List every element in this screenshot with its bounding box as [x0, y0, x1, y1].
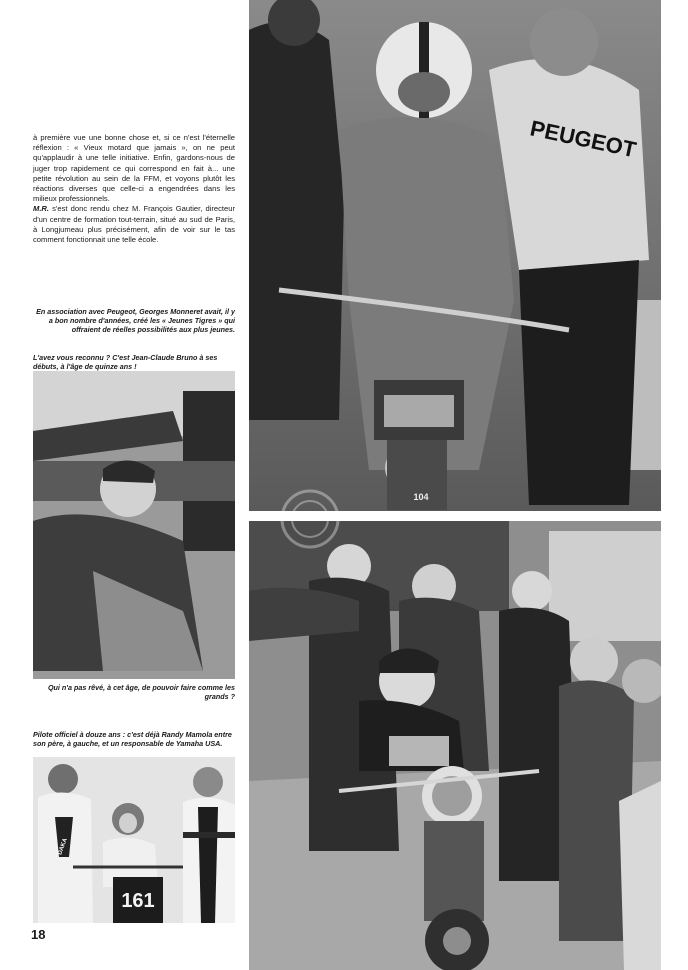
- page-number: 18: [31, 927, 46, 942]
- race-number-text: 161: [121, 890, 155, 912]
- shirt-text: DAKA: [57, 837, 69, 856]
- article-body: [33, 133, 235, 245]
- article-paragraph-text: s'est donc rendu chez M. François Gautier, directeur d'un centre de formation tout-terrain, situé au sud de Paris, à Longjumeau plus précisément, afin de voir sur le tas comment fonctionnait une telle école.: [33, 204, 235, 245]
- logo-watermark-icon: [278, 487, 342, 551]
- caption-dream: Qui n'a pas rêvé, à cet âge, de pouvoir faire comme les grands ?: [47, 683, 235, 701]
- caption-mamola: Pilote officiel à douze ans : c'est déjà Randy Mamola entre son père, à gauche, et un responsable de Yamaha USA.: [33, 730, 232, 748]
- article-paragraph: [33, 204, 235, 245]
- moped-plate-text: 104: [413, 492, 429, 502]
- sweater-brand-text: PEUGEOT: [527, 115, 639, 163]
- photo-kids-moped: [249, 521, 661, 970]
- photo-mamola: [33, 757, 235, 923]
- author-initials: M.R.: [33, 204, 50, 214]
- caption-peugeot: En association avec Peugeot, Georges Monneret avait, il y a bon nombre d'années, créé les « Jeunes Tigres » qui offraient de réelles possibilités aux plus jeunes.: [36, 307, 235, 334]
- caption-bruno: L'avez vous reconnu ? C'est Jean-Claude Bruno à ses débuts, à l'âge de quinze ans !: [33, 353, 218, 371]
- article-paragraph: à première vue une bonne chose et, si ce n'est l'éternelle réflexion : « Vieux motard que jamais », on ne peut qu'applaudir à une telle initiative. Enfin, gardons-nous de juger trop rapidement ce qui correspond en fait à... une petite révolution au sein de la FFM, et voyons plutôt les réactions diverses que celle-ci a engendrées dans les milieux professionnels.: [33, 133, 235, 204]
- photo-bruno-car: [33, 371, 235, 679]
- photo-peugeot-helmet: [249, 0, 661, 511]
